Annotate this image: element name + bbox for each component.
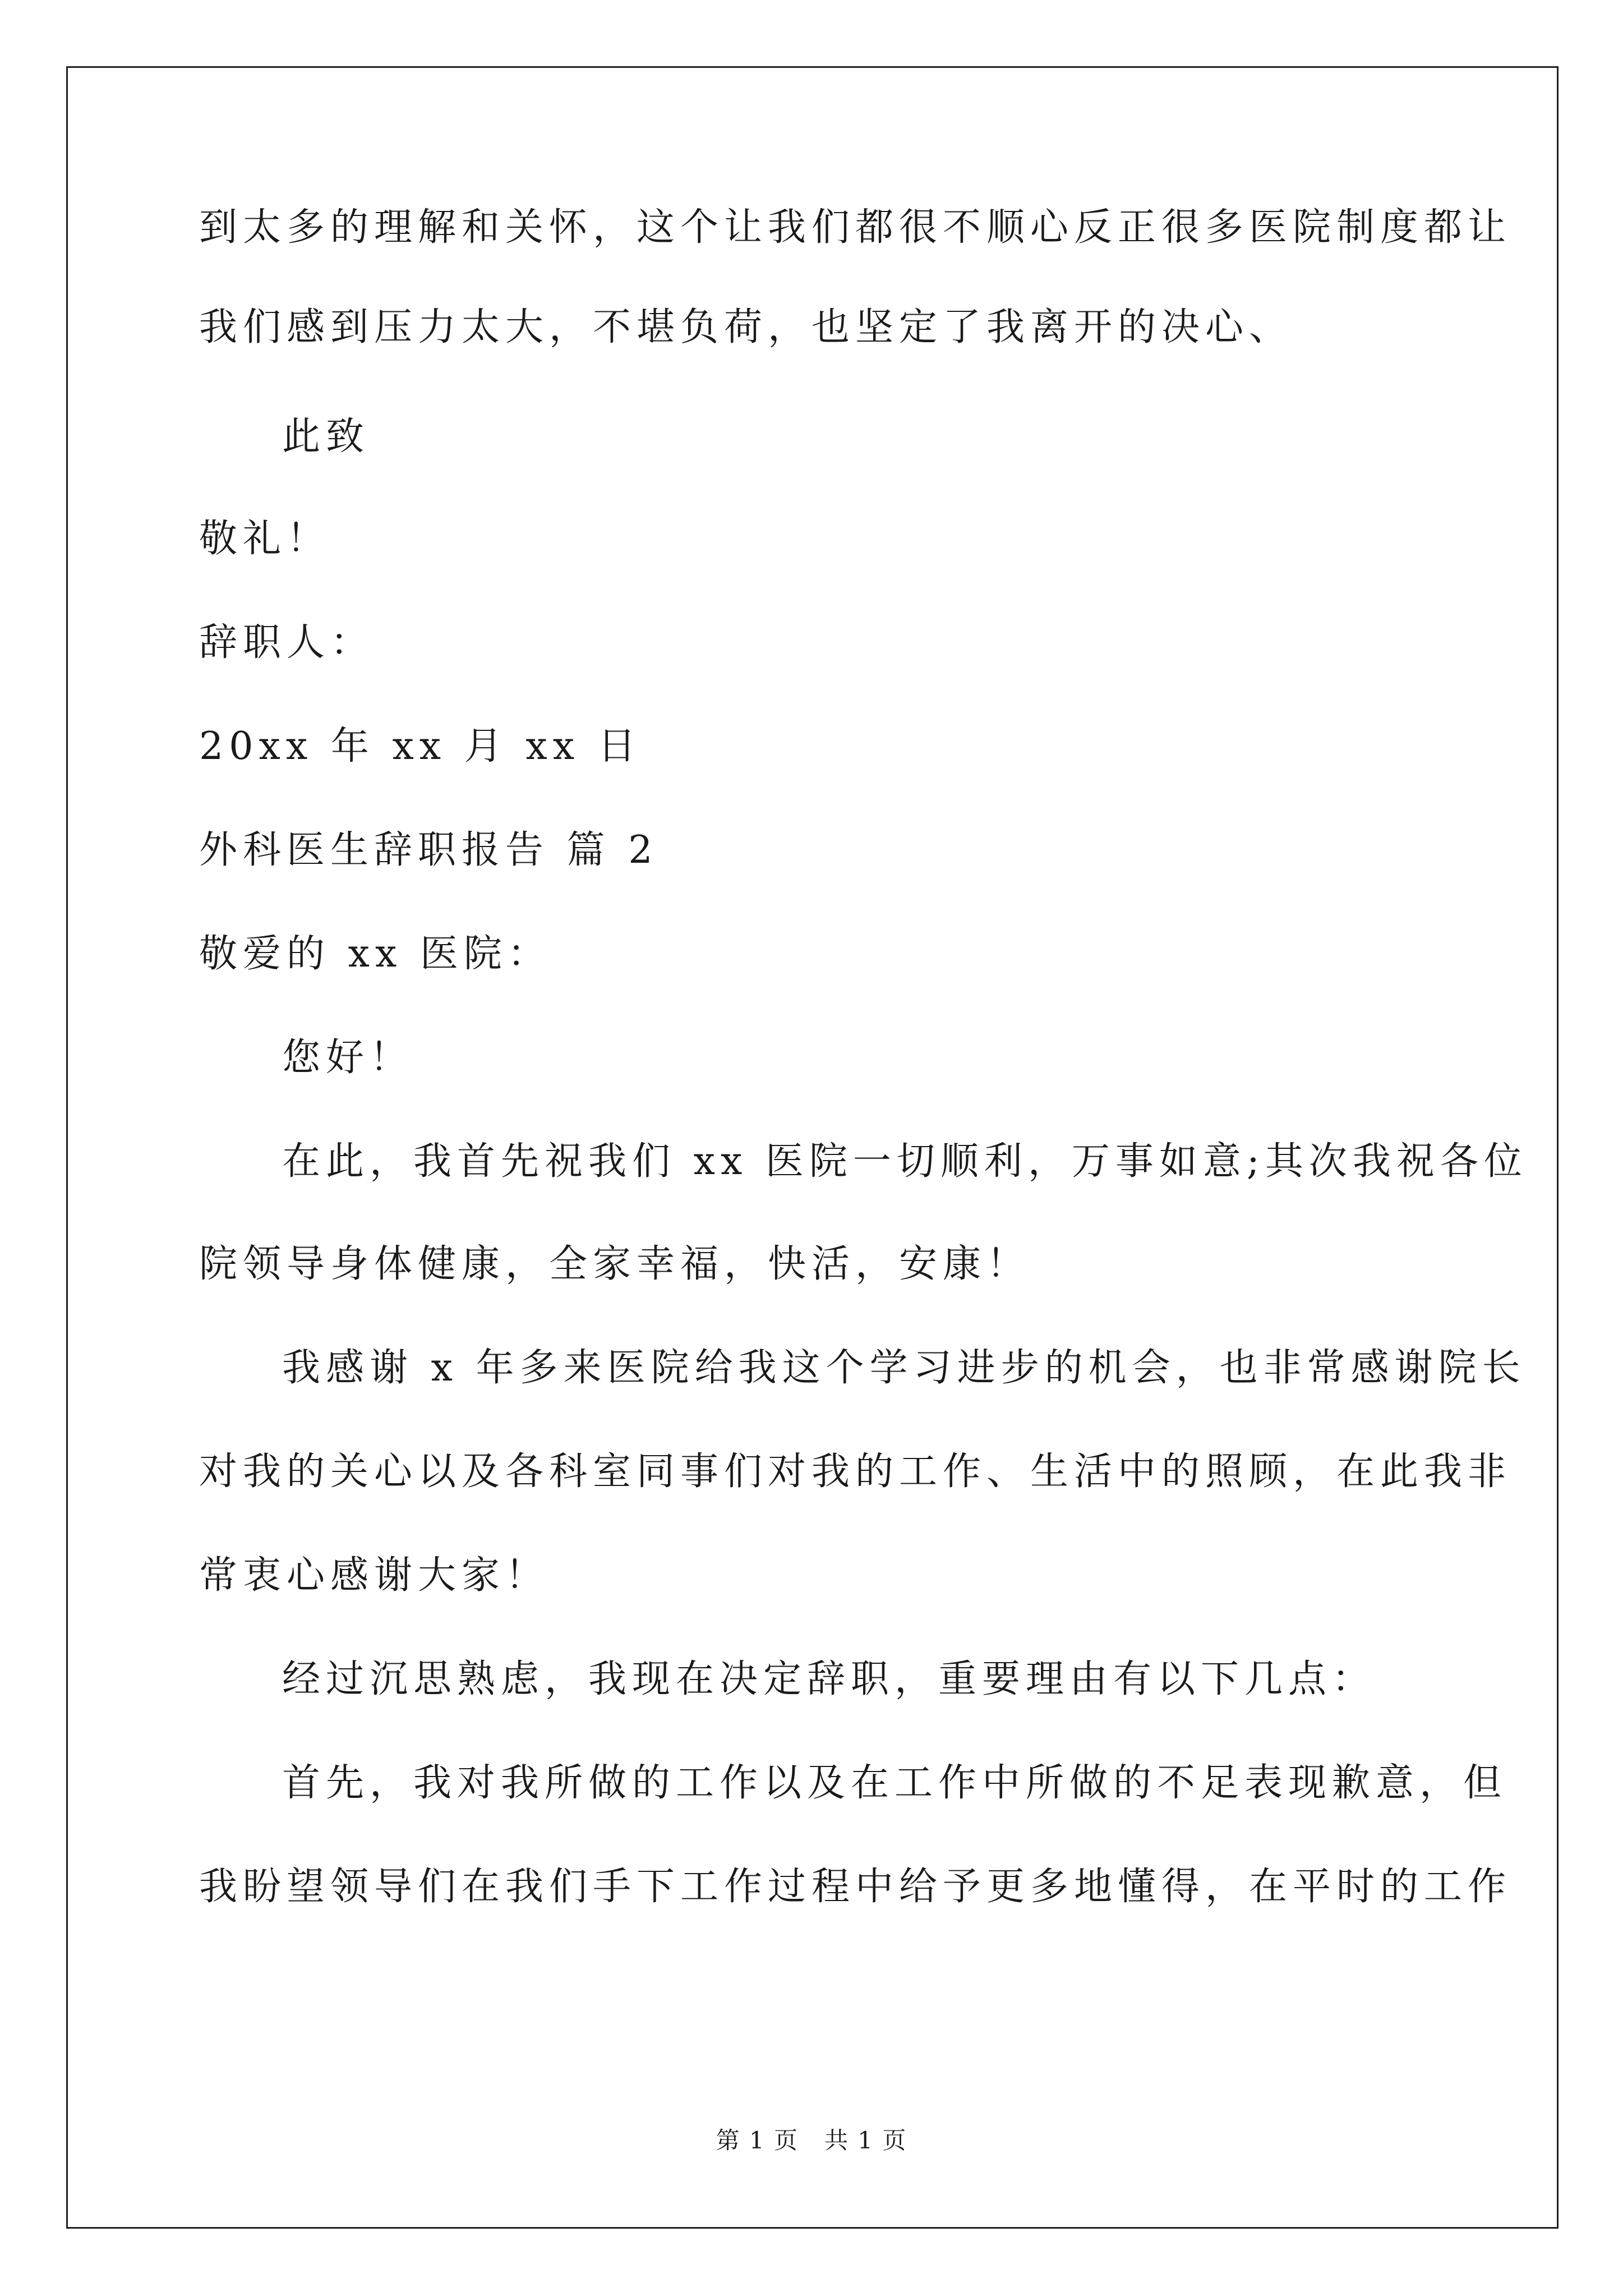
paragraph-line: 院领导身体健康，全家幸福，快活，安康！ <box>199 1242 1031 1286</box>
page-footer <box>0 2125 1623 2156</box>
greeting: 您好！ <box>282 1036 414 1080</box>
date-line: 20xx 年 xx 月 xx 日 <box>199 724 642 769</box>
paragraph-line: 首先，我对我所做的工作以及在工作中所做的不足表现歉意，但 <box>282 1761 1507 1805</box>
paragraph-line: 我们感到压力太大，不堪负荷，也坚定了我离开的决心、 <box>199 305 1293 349</box>
paragraph-line: 在此，我首先祝我们 xx 医院一切顺利，万事如意;其次我祝各位 <box>282 1139 1528 1184</box>
page-number-current: 第 1 页 <box>716 2127 799 2154</box>
section-title: 外科医生辞职报告 篇 2 <box>199 828 658 872</box>
paragraph-line: 我盼望领导们在我们手下工作过程中给予更多地懂得，在平时的工作 <box>199 1865 1512 1909</box>
paragraph-line: 到太多的理解和关怀，这个让我们都很不顺心反正很多医院制度都让 <box>199 205 1512 250</box>
addressee: 敬爱的 xx 医院： <box>199 932 551 976</box>
closing-salutation: 此致 <box>282 415 370 459</box>
closing-regards: 敬礼！ <box>199 517 331 561</box>
paragraph-line: 经过沉思熟虑，我现在决定辞职，重要理由有以下几点： <box>282 1657 1376 1701</box>
paragraph-line: 对我的关心以及各科室同事们对我的工作、生活中的照顾，在此我非 <box>199 1450 1512 1494</box>
signature-label: 辞职人： <box>199 620 375 665</box>
paragraph-line: 我感谢 x 年多来医院给我这个学习进步的机会，也非常感谢院长 <box>282 1346 1526 1390</box>
paragraph-line: 常衷心感谢大家！ <box>199 1553 550 1598</box>
page-number-total: 共 1 页 <box>824 2127 907 2154</box>
